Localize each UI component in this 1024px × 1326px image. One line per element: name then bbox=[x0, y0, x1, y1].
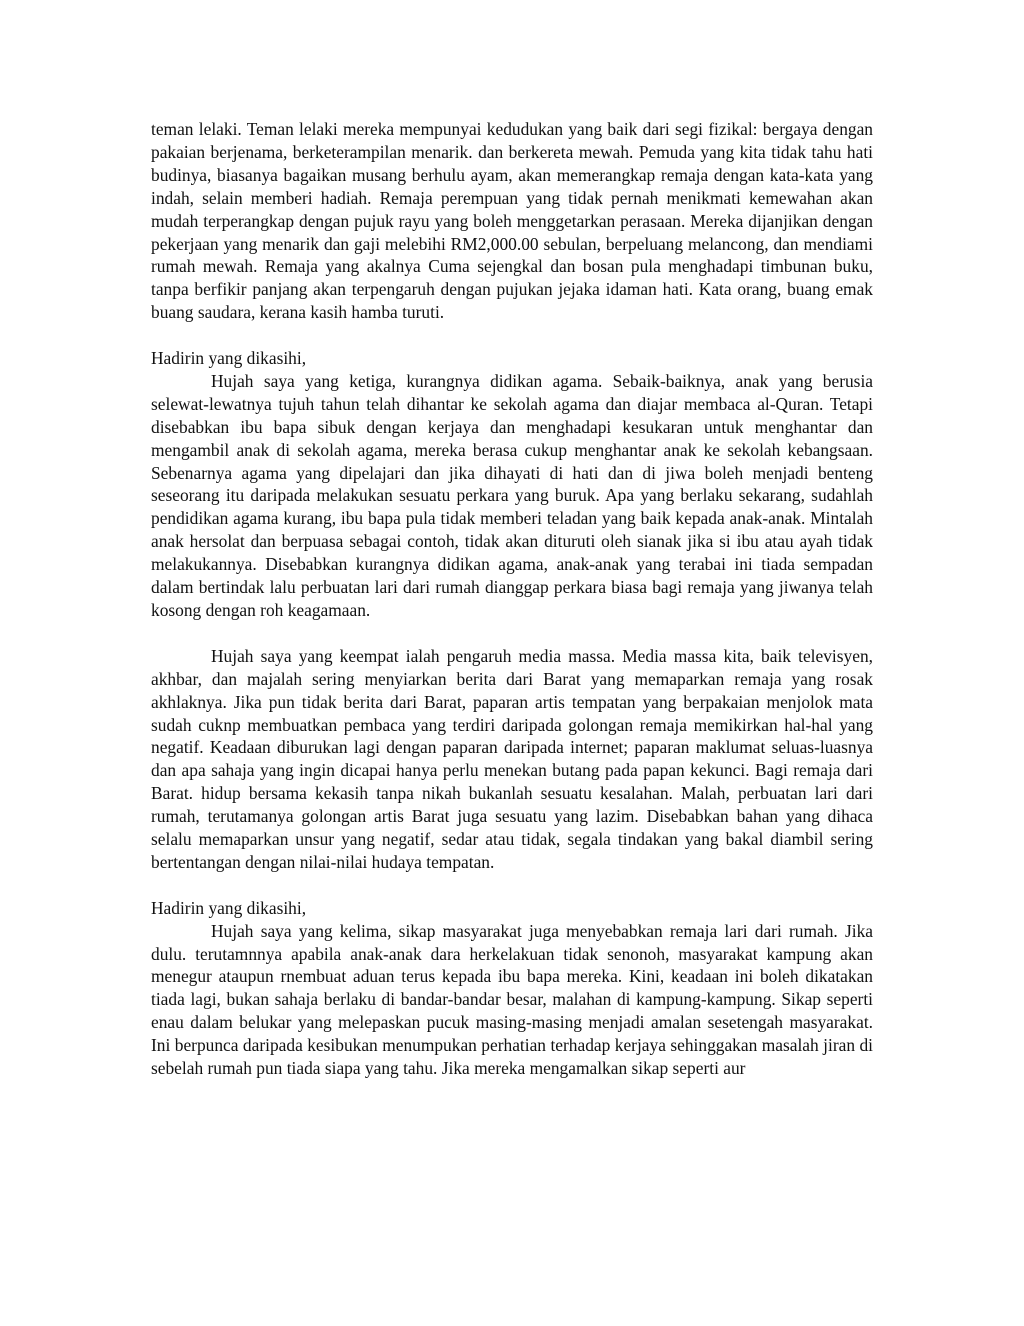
paragraph-gap bbox=[151, 874, 873, 897]
paragraph-gap bbox=[151, 622, 873, 645]
salutation: Hadirin yang dikasihi, bbox=[151, 348, 307, 369]
salutation: Hadirin yang dikasihi, bbox=[151, 897, 307, 918]
body-paragraph: Hujah saya yang ketiga, kurangnya didikan agama. Sebaik-baiknya, anak yang berusia selewat-lewatnya tujuh tahun telah dihantar ke sekolah agama dan diajar membaca al-Quran. Tetapi disebabkan ibu bapa sibuk dengan kerjaya dan menghadapi kesukaran untuk menghantar dan mengambil anak di sekolah agama, mereka berasa cukup menghantar anak ke sekolah kebangsaan. Sebenarnya agama yang dipelajari dan jika dihayati di hati dan di jiwa boleh menjadi benteng seseorang itu daripada melakukan sesuatu perkara yang buruk. Apa yang berlaku sekarang, sudahlah pendidikan agama kurang, ibu bapa pula tidak memberi teladan yang baik kepada anak-anak. Mintalah anak hersolat dan berpuasa sebagai contoh, tidak akan dituruti oleh sianak jika si ibu atau ayah tidak melakukannya. Disebabkan kurangnya didikan agama, anak-anak yang terabai ini tiada sempadan dalam bertindak lalu perbuatan lari dari rumah dianggap perkara biasa bagi remaja yang jiwanya telah kosong dengan roh keagamaan. bbox=[151, 370, 873, 621]
body-paragraph: teman lelaki. Teman lelaki mereka mempunyai kedudukan yang baik dari segi fizikal: bergaya dengan pakaian berjenama, berketerampilan menarik. dan berkereta mewah. Pemuda yang kita tidak tahu hati budinya, biasanya bagaikan musang berhulu ayam, akan memerangkap remaja dengan kata-kata yang indah, selain memberi hadiah. Remaja perempuan yang tidak pernah menikmati kemewahan akan mudah terperangkap dengan pujuk rayu yang boleh menggetarkan perasaan. Mereka dijanjikan dengan pekerjaan yang menarik dan gaji melebihi RM2,000.00 sebulan, berpeluang melancong, dan mendiami rumah mewah. Remaja yang akalnya Cuma sejengkal dan bosan pula menghadapi timbunan buku, tanpa berfikir panjang akan terpengaruh dengan pujukan jejaka idaman hati. Kata orang, buang emak buang saudara, kerana kasih hamba turuti. bbox=[151, 119, 873, 323]
paragraph-gap bbox=[151, 324, 873, 347]
document-page bbox=[151, 118, 873, 1080]
body-paragraph: Hujah saya yang kelima, sikap masyarakat juga menyebabkan remaja lari dari rumah. Jika dulu. terutamnnya apabila anak-anak dara herkelakuan tidak senonoh, masyarakat kampung akan menegur ataupun rnembuat aduan terus kepada ibu bapa mereka. Kini, keadaan ini boleh dikatakan tiada lagi, bukan sahaja berlaku di bandar-bandar besar, malahan di kampung-kampung. Sikap seperti enau dalam belukar yang melepaskan pucuk masing-masing menjadi amalan sesetengah masyarakat. Ini berpunca daripada kesibukan menumpukan perhatian terhadap kerjaya sehinggakan masalah jiran di sebelah rumah pun tiada siapa yang tahu. Jika mereka mengamalkan sikap seperti aur bbox=[151, 920, 873, 1079]
body-paragraph: Hujah saya yang keempat ialah pengaruh media massa. Media massa kita, baik televisyen, akhbar, dan majalah sering menyiarkan berita dari Barat yang memaparkan remaja yang rosak akhlaknya. Jika pun tidak berita dari Barat, paparan artis tempatan yang berpakaian menjolok mata sudah cuknp membuatkan pembaca yang terdiri daripada golongan remaja memikirkan hal-hal yang negatif. Keadaan diburukan lagi dengan paparan daripada internet; paparan maklumat seluas-luasnya dan apa sahaja yang ingin dicapai hanya perlu menekan butang pada papan kekunci. Bagi remaja dari Barat. hidup bersama kekasih tanpa nikah bukanlah sesuatu kesalahan. Malah, perbuatan lari dari rumah, terutamanya golongan artis Barat juga sesuatu yang lazim. Disebabkan bahan yang dihaca selalu memaparkan unsur yang negatif, sedar atau tidak, segala tindakan yang bakal diambil sering bertentangan dengan nilai-nilai hudaya tempatan. bbox=[151, 645, 873, 872]
